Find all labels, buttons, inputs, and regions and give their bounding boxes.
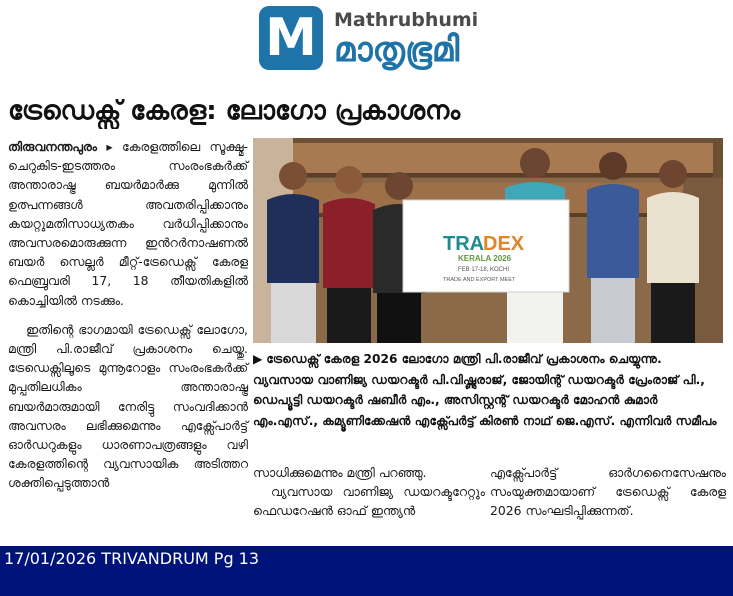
- paragraph-1-text: കേരളത്തിലെ സൂക്ഷ്മ-ചെറുകിട-ഇടത്തരം സംരംഭകർക്ക് അന്താരാഷ്ട്ര ബയർമാർക്കു മുന്നിൽ ഉത്പന്നങ്ങൾ അവതരിപ്പിക്കാനും കയറ്റുമതിസാധ്യതകം വർധിപ്പിക്കാനും അവസരമൊരുക്കുന്ന ഇൻറർനാഷണൽ ബയർ സെല്ലർ മീറ്റ്-ട്രേഡെക്സ് കേരള ഫെബ്രുവരി 17, 18 തീയതികളിൽ കൊച്ചിയിൽ നടക്കും.: [8, 139, 248, 308]
- mathrubhumi-logo-icon: [259, 6, 323, 70]
- brand-name-malayalam: മാതൃഭൂമി: [334, 30, 460, 70]
- masthead: [0, 0, 733, 90]
- board-brand-tra: TRA: [443, 233, 485, 255]
- article-column-1: [8, 137, 248, 493]
- brand-name-english: Mathrubhumi: [334, 9, 479, 31]
- column-3-paragraph-1: എക്സ്പോർട്ട് ഓർഗനൈസേഷനും സംയുക്തമായാണ് ട്രേഡെക്സ് കേരള 2026 സംഘടിപ്പിക്കുന്നത്.: [490, 465, 726, 519]
- column-2-paragraph-2: വ്യവസായ വാണിജ്യ ഡയറക്ടറേറ്റും ഫെഡറേഷൻ ഓഫ് ഇന്ത്യൻ: [253, 484, 485, 519]
- photo-illustration: [253, 138, 723, 343]
- dateline-arrow-icon: ▸: [96, 139, 122, 154]
- article-paragraph-2: ഇതിന്റെ ഭാഗമായി ട്രേഡെക്സ് ലോഗോ, മന്ത്രി പി.രാജീവ് പ്രകാശനം ചെയ്തു. ട്രേഡെക്സിലൂടെ മുന്നൂറോളം സംരംഭകർക്ക് മുപ്പതിലധികം അന്താരാഷ്ട്ര ബയർമാരുമായി നേരിട്ടു സംവദിക്കാൻ അവസരം ലഭിക്കുമെന്നും എക്സ്പോർട്ട് ഓർഡറുകളും ധാരണാപത്രങ്ങളും വഴി കേരളത്തിന്റെ വ്യവസായിക അടിത്തറ ശക്തിപ്പെടുത്താൻ: [8, 321, 248, 491]
- board-dates-line: FEB 17-18, KOCHI: [458, 267, 510, 273]
- headline: ട്രേഡെക്സ് കേരള: ലോഗോ പ്രകാശനം: [8, 96, 461, 126]
- column-2-paragraph-1: സാധിക്കുമെന്നും മന്ത്രി പറഞ്ഞു.: [253, 465, 427, 480]
- board-subtitle: TRADE AND EXPORT MEET: [443, 277, 516, 283]
- caption-play-icon: ▶: [253, 352, 263, 366]
- news-photo: [253, 138, 723, 343]
- photo-caption: [253, 349, 725, 431]
- article-paragraph-1: [8, 137, 248, 310]
- footer-bar: [0, 546, 733, 596]
- board-kerala-line: KERALA 2026: [458, 254, 512, 263]
- dateline: തിരുവനന്തപുരം: [8, 139, 97, 154]
- board-brand-dex: DEX: [483, 233, 525, 255]
- article-column-2: [253, 463, 485, 521]
- caption-text: ട്രേഡെക്സ് കേരള 2026 ലോഗോ മന്ത്രി പി.രാജീവ് പ്രകാശനം ചെയ്യുന്നു. വ്യവസായ വാണിജ്യ ഡയറക്ടർ പി.വിഷ്ണുരാജ്, ജോയിന്റ് ഡയറക്ടർ പ്രേംരാജ് പി., ഡെപ്യൂട്ടി ഡയറക്ടർ ഷബീർ എം., അസിസ്റ്റന്റ് ഡയറക്ടർ മോഹൻ കുമാർ എം.എസ്., കമ്യൂണിക്കേഷൻ എക്സ്പേർട്ട് കിരൺ നാഥ് ജെ.എസ്. എന്നിവർ സമീപം: [253, 352, 717, 428]
- article-column-3: [490, 463, 726, 521]
- logo-letter: M: [265, 8, 317, 68]
- footer-text: 17/01/2026 TRIVANDRUM Pg 13: [4, 549, 260, 568]
